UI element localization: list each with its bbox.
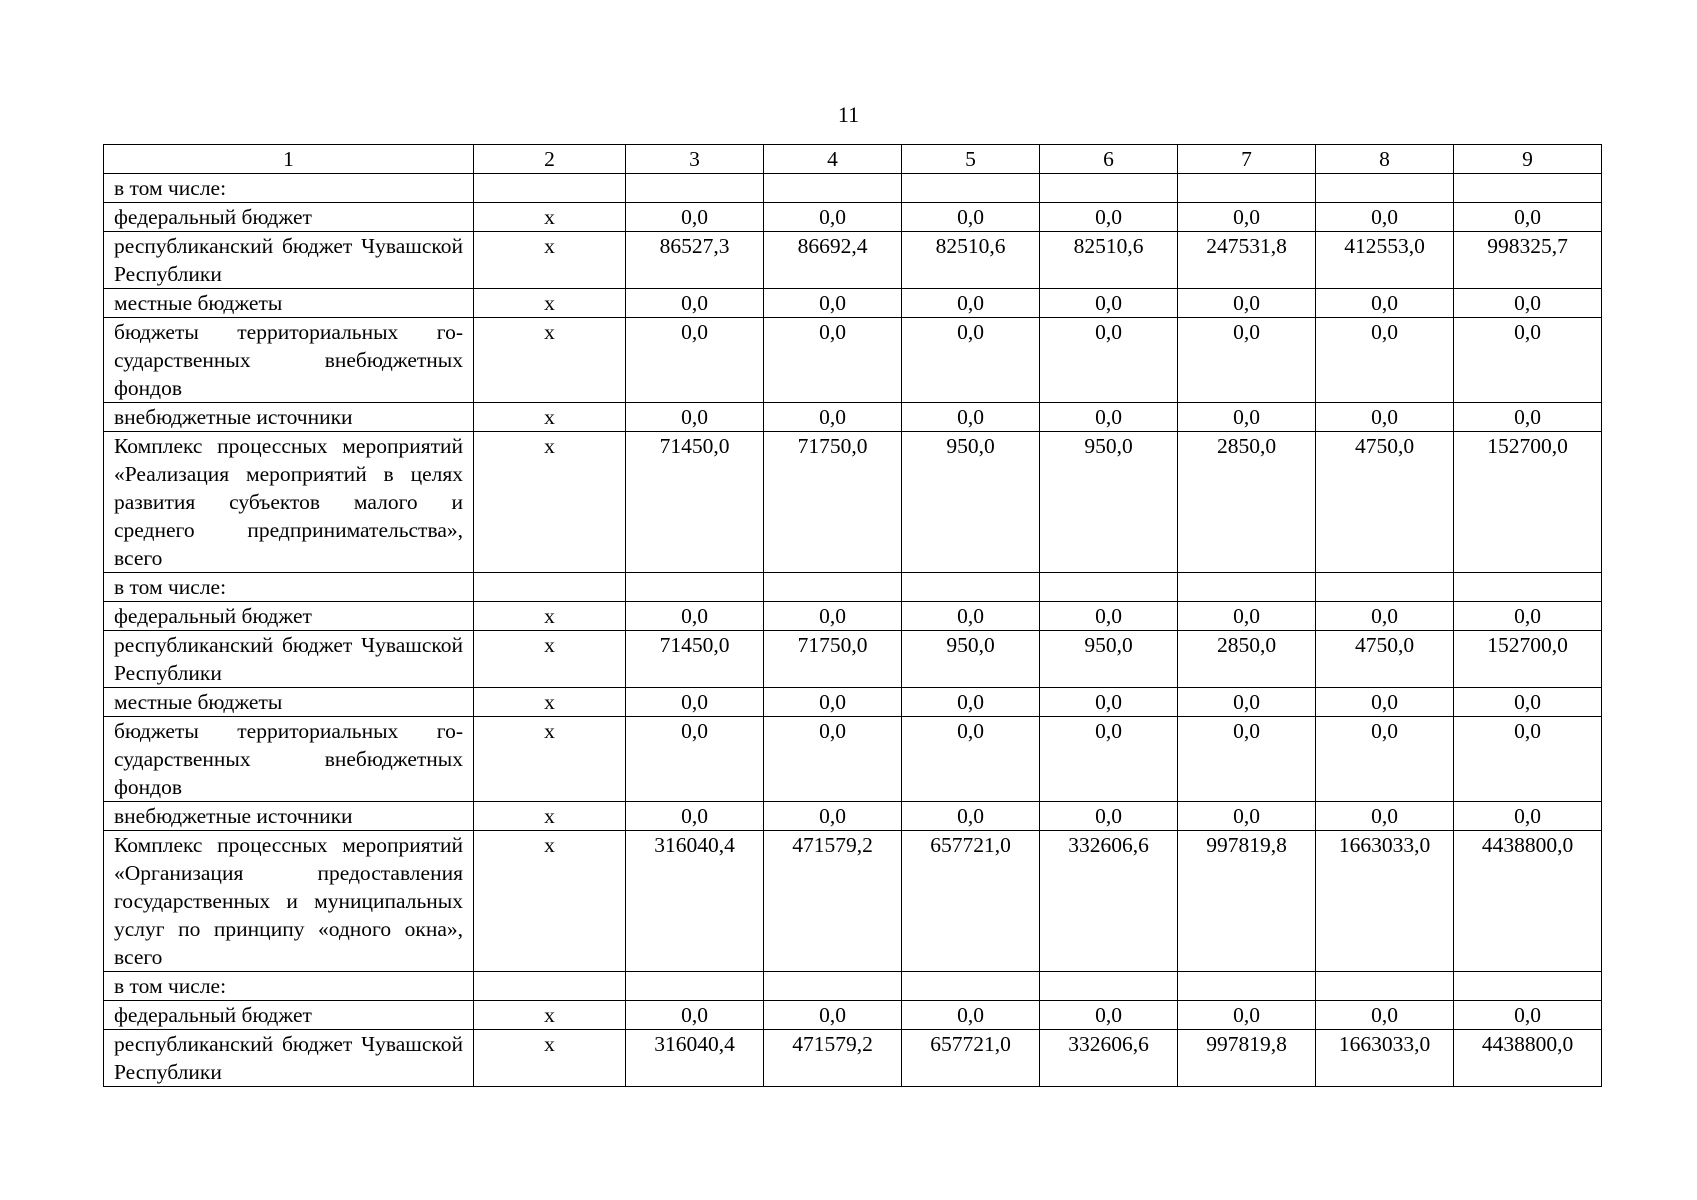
value-cell: 0,0 [764,1001,902,1030]
header-cell: 8 [1316,145,1454,174]
header-cell: 3 [626,145,764,174]
table-row [104,688,1602,717]
code-cell [474,573,626,602]
table-row [104,289,1602,318]
table-row [104,972,1602,1001]
value-cell: 2850,0 [1178,631,1316,688]
value-cell: 0,0 [1178,688,1316,717]
value-cell [626,174,764,203]
value-cell: 82510,6 [902,232,1040,289]
table-row [104,318,1602,403]
table-row [104,802,1602,831]
value-cell: 0,0 [1178,203,1316,232]
row-label: внебюджетные источники [104,403,474,432]
value-cell: 0,0 [626,1001,764,1030]
value-cell [1316,972,1454,1001]
code-cell [474,174,626,203]
value-cell: 0,0 [626,802,764,831]
table-row [104,203,1602,232]
value-cell: 86527,3 [626,232,764,289]
value-cell [764,972,902,1001]
value-cell: 0,0 [1040,289,1178,318]
code-cell: х [474,232,626,289]
table-row [104,174,1602,203]
table-row [104,717,1602,802]
value-cell [764,174,902,203]
table-row [104,403,1602,432]
value-cell: 950,0 [1040,631,1178,688]
value-cell: 0,0 [1040,802,1178,831]
value-cell: 0,0 [1454,1001,1602,1030]
value-cell: 0,0 [902,203,1040,232]
value-cell: 0,0 [1316,602,1454,631]
code-cell: х [474,631,626,688]
value-cell: 0,0 [626,688,764,717]
value-cell: 71450,0 [626,631,764,688]
value-cell: 0,0 [1316,318,1454,403]
value-cell: 998325,7 [1454,232,1602,289]
value-cell: 316040,4 [626,1030,764,1087]
value-cell: 4438800,0 [1454,831,1602,972]
row-label: местные бюджеты [104,289,474,318]
value-cell: 332606,6 [1040,1030,1178,1087]
value-cell: 152700,0 [1454,631,1602,688]
value-cell [626,972,764,1001]
value-cell: 4750,0 [1316,432,1454,573]
value-cell: 0,0 [1178,318,1316,403]
value-cell [764,573,902,602]
value-cell: 657721,0 [902,831,1040,972]
value-cell: 0,0 [626,602,764,631]
value-cell: 0,0 [1040,602,1178,631]
header-cell: 9 [1454,145,1602,174]
value-cell: 0,0 [1040,1001,1178,1030]
code-cell: х [474,688,626,717]
value-cell: 71750,0 [764,631,902,688]
value-cell: 0,0 [1178,289,1316,318]
value-cell: 471579,2 [764,831,902,972]
row-label: в том числе: [104,573,474,602]
value-cell: 0,0 [902,802,1040,831]
value-cell: 0,0 [1178,602,1316,631]
value-cell [1178,972,1316,1001]
value-cell: 0,0 [626,318,764,403]
code-cell: х [474,318,626,403]
code-cell: х [474,717,626,802]
value-cell: 950,0 [902,432,1040,573]
row-label: в том числе: [104,174,474,203]
value-cell: 0,0 [1316,717,1454,802]
value-cell [902,174,1040,203]
table-row [104,1030,1602,1087]
header-cell: 4 [764,145,902,174]
value-cell: 2850,0 [1178,432,1316,573]
code-cell [474,972,626,1001]
value-cell: 0,0 [1178,403,1316,432]
table-row [104,1001,1602,1030]
value-cell: 0,0 [902,717,1040,802]
value-cell: 950,0 [902,631,1040,688]
row-label: республиканский бюджет Чувашской Республики [104,232,474,289]
header-cell: 7 [1178,145,1316,174]
value-cell: 0,0 [626,717,764,802]
code-cell: х [474,203,626,232]
row-label: федеральный бюджет [104,203,474,232]
row-label: в том числе: [104,972,474,1001]
row-label: бюджеты территориальных государственных внебюджетных фондов [104,717,474,802]
row-label: федеральный бюджет [104,1001,474,1030]
header-cell: 2 [474,145,626,174]
value-cell: 152700,0 [1454,432,1602,573]
value-cell: 0,0 [1454,203,1602,232]
table-row [104,573,1602,602]
value-cell [902,972,1040,1001]
header-row [104,145,1602,174]
table-row [104,432,1602,573]
code-cell: х [474,289,626,318]
value-cell: 0,0 [902,403,1040,432]
value-cell: 0,0 [1454,717,1602,802]
code-cell: х [474,802,626,831]
value-cell: 0,0 [626,403,764,432]
value-cell: 0,0 [764,688,902,717]
table-row [104,631,1602,688]
code-cell: х [474,602,626,631]
value-cell: 412553,0 [1316,232,1454,289]
value-cell [1316,174,1454,203]
value-cell: 0,0 [764,802,902,831]
value-cell: 0,0 [902,602,1040,631]
value-cell: 0,0 [764,403,902,432]
value-cell: 0,0 [1316,1001,1454,1030]
table-row [104,831,1602,972]
value-cell [1178,573,1316,602]
value-cell: 0,0 [1454,802,1602,831]
row-label: бюджеты территориальных государственных внебюджетных фондов [104,318,474,403]
value-cell [1040,972,1178,1001]
value-cell [1178,174,1316,203]
value-cell: 0,0 [902,1001,1040,1030]
value-cell: 0,0 [1316,802,1454,831]
page-number: 11 [837,102,860,127]
value-cell: 0,0 [1040,717,1178,802]
value-cell: 0,0 [1178,717,1316,802]
value-cell: 0,0 [1454,602,1602,631]
budget-table [103,144,1602,1087]
value-cell [1040,174,1178,203]
value-cell: 0,0 [1454,318,1602,403]
value-cell: 0,0 [1040,203,1178,232]
value-cell: 0,0 [764,602,902,631]
row-label: республиканский бюджет Чувашской Республики [104,1030,474,1087]
value-cell: 0,0 [902,688,1040,717]
value-cell: 247531,8 [1178,232,1316,289]
value-cell: 86692,4 [764,232,902,289]
value-cell: 0,0 [1040,403,1178,432]
value-cell: 997819,8 [1178,831,1316,972]
value-cell: 0,0 [1040,318,1178,403]
value-cell: 332606,6 [1040,831,1178,972]
value-cell [1454,972,1602,1001]
value-cell: 1663033,0 [1316,831,1454,972]
value-cell: 1663033,0 [1316,1030,1454,1087]
value-cell [902,573,1040,602]
value-cell: 0,0 [626,203,764,232]
value-cell: 82510,6 [1040,232,1178,289]
row-label: Комплекс процессных мероприятий «Организация предоставления государственных и муниципальных услуг по принципу «одного окна», всего [104,831,474,972]
value-cell: 0,0 [764,289,902,318]
table-row [104,602,1602,631]
value-cell [1454,174,1602,203]
row-label: внебюджетные источники [104,802,474,831]
value-cell: 0,0 [1316,289,1454,318]
value-cell: 4438800,0 [1454,1030,1602,1087]
header-cell: 1 [104,145,474,174]
value-cell: 0,0 [1454,688,1602,717]
code-cell: х [474,831,626,972]
code-cell: х [474,1001,626,1030]
value-cell: 0,0 [764,318,902,403]
value-cell: 0,0 [1316,203,1454,232]
value-cell: 657721,0 [902,1030,1040,1087]
value-cell: 0,0 [764,203,902,232]
value-cell: 0,0 [1316,688,1454,717]
value-cell: 4750,0 [1316,631,1454,688]
value-cell: 0,0 [1178,1001,1316,1030]
value-cell: 71750,0 [764,432,902,573]
value-cell: 0,0 [902,289,1040,318]
header-cell: 5 [902,145,1040,174]
value-cell: 997819,8 [1178,1030,1316,1087]
row-label: федеральный бюджет [104,602,474,631]
header-cell: 6 [1040,145,1178,174]
code-cell: х [474,1030,626,1087]
value-cell [1316,573,1454,602]
value-cell [1040,573,1178,602]
row-label: Комплекс процессных мероприятий «Реализация мероприятий в целях развития субъектов малого и среднего предпринимательства», всего [104,432,474,573]
value-cell: 316040,4 [626,831,764,972]
value-cell: 0,0 [902,318,1040,403]
value-cell: 0,0 [1178,802,1316,831]
value-cell [1454,573,1602,602]
value-cell: 0,0 [1454,403,1602,432]
value-cell: 0,0 [626,289,764,318]
row-label: местные бюджеты [104,688,474,717]
row-label: республиканский бюджет Чувашской Республики [104,631,474,688]
code-cell: х [474,403,626,432]
table-row [104,232,1602,289]
value-cell: 0,0 [764,717,902,802]
value-cell: 471579,2 [764,1030,902,1087]
value-cell: 0,0 [1316,403,1454,432]
value-cell: 0,0 [1040,688,1178,717]
value-cell: 71450,0 [626,432,764,573]
value-cell: 0,0 [1454,289,1602,318]
value-cell: 950,0 [1040,432,1178,573]
code-cell: х [474,432,626,573]
value-cell [626,573,764,602]
